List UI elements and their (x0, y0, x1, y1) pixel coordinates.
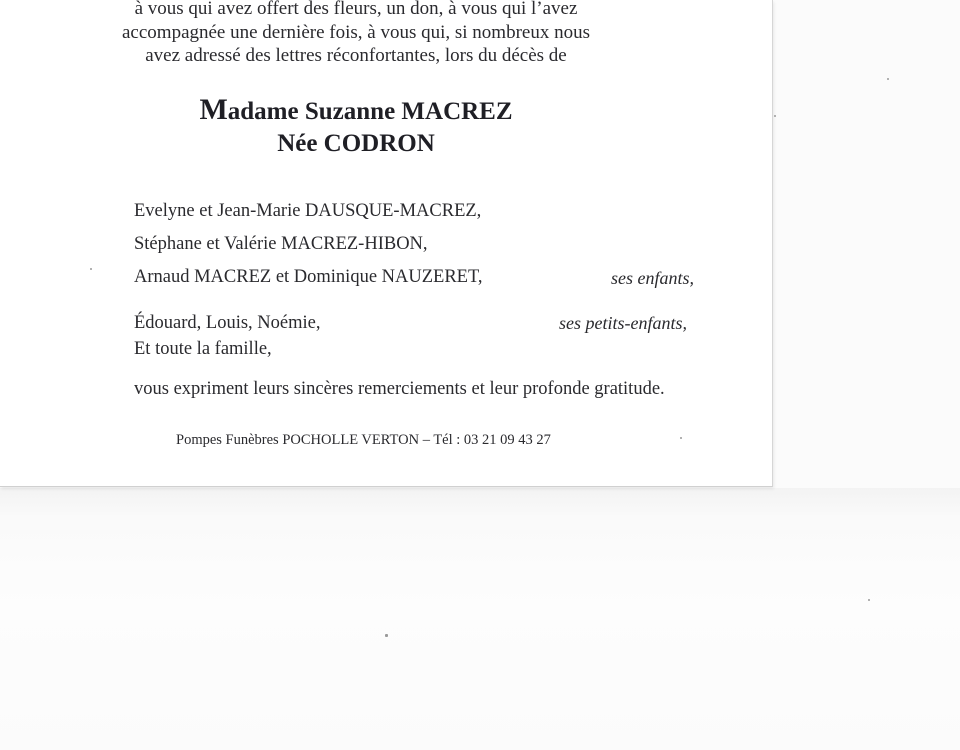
deceased-maiden-name: Née CODRON (277, 130, 435, 157)
deceased-name-initial: M (199, 93, 228, 126)
thanks-line: vous expriment leurs sincères remerciements et leur profonde gratitude. (134, 379, 665, 399)
child-line-1: Evelyne et Jean-Marie DAUSQUE-MACREZ, (134, 201, 482, 221)
whole-family-line: Et toute la famille, (134, 339, 272, 359)
intro-line-2: accompagnée une dernière fois, à vous qui, si nombreux nous (121, 22, 590, 43)
blank-lower-sheet (0, 488, 960, 750)
intro-line-3: avez adressé des lettres réconfortantes, lors du décès de (145, 45, 567, 66)
scan-speck (887, 78, 889, 80)
child-line-2: Stéphane et Valérie MACREZ-HIBON, (134, 234, 428, 254)
scan-speck (868, 599, 870, 601)
children-relation: ses enfants, (611, 268, 694, 288)
scan-speck (385, 634, 388, 637)
grandchildren-relation: ses petits-enfants, (559, 313, 687, 333)
intro-line-1: à vous qui avez offert des fleurs, un don, à vous qui l’avez (134, 0, 578, 19)
deceased-name-rest: adame Suzanne MACREZ (227, 98, 513, 125)
grandchildren-line: Édouard, Louis, Noémie, (134, 313, 321, 333)
scan-speck (774, 115, 776, 117)
child-line-3: Arnaud MACREZ et Dominique NAUZERET, (134, 267, 483, 287)
deceased-name (0, 95, 712, 127)
scan-speck (90, 268, 92, 270)
scan-speck (680, 437, 682, 439)
funeral-home-footer: Pompes Funèbres POCHOLLE VERTON – Tél : 03 21 09 43 27 (176, 432, 551, 448)
